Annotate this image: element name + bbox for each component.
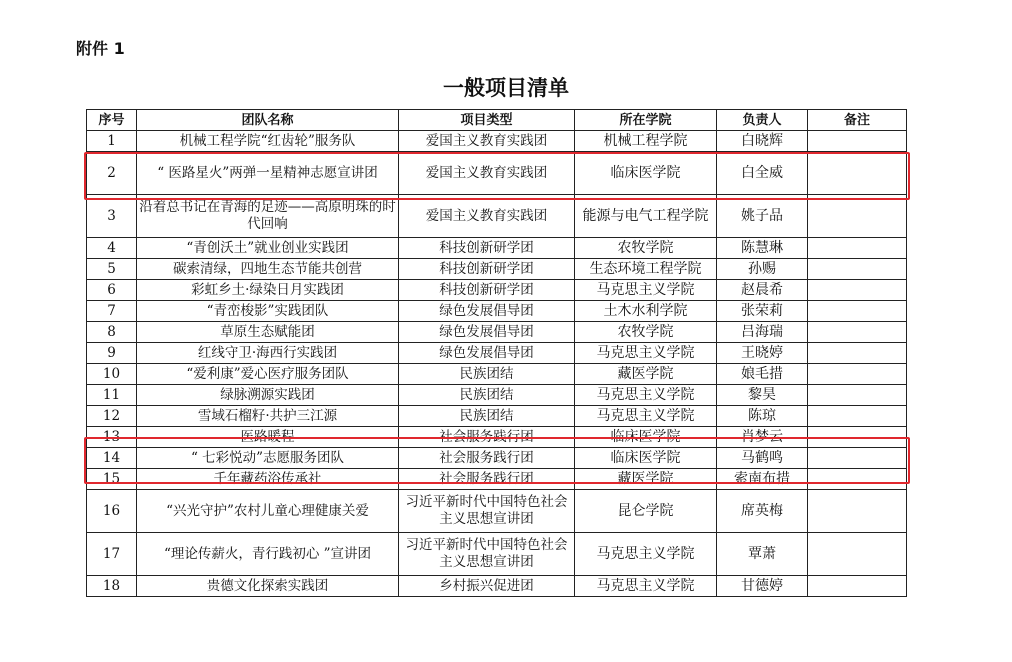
- cell-number: 9: [87, 343, 137, 364]
- cell-college: 农牧学院: [575, 322, 717, 343]
- cell-college: 农牧学院: [575, 238, 717, 259]
- cell-leader: 肖梦云: [717, 427, 808, 448]
- cell-team-name: 彩虹乡土·绿染日月实践团: [137, 280, 399, 301]
- cell-project-type: 爱国主义教育实践团: [399, 195, 575, 238]
- cell-team-name: “青峦梭影”实践团队: [137, 301, 399, 322]
- cell-note: [808, 385, 907, 406]
- cell-note: [808, 490, 907, 533]
- cell-number: 5: [87, 259, 137, 280]
- cell-leader: 吕海瑞: [717, 322, 808, 343]
- cell-project-type: 习近平新时代中国特色社会主义思想宣讲团: [399, 490, 575, 533]
- cell-college: 马克思主义学院: [575, 576, 717, 597]
- cell-number: 3: [87, 195, 137, 238]
- cell-leader: 黎昊: [717, 385, 808, 406]
- cell-project-type: 民族团结: [399, 364, 575, 385]
- table-row: [87, 427, 907, 448]
- cell-team-name: “理论传薪火，青行践初心 ”宣讲团: [137, 533, 399, 576]
- cell-leader: 姚子品: [717, 195, 808, 238]
- table-row: [87, 469, 907, 490]
- cell-note: [808, 364, 907, 385]
- cell-note: [808, 406, 907, 427]
- cell-project-type: 科技创新研学团: [399, 238, 575, 259]
- cell-team-name: “青创沃土”就业创业实践团: [137, 238, 399, 259]
- cell-note: [808, 533, 907, 576]
- cell-number: 17: [87, 533, 137, 576]
- cell-college: 机械工程学院: [575, 131, 717, 152]
- table-row: [87, 385, 907, 406]
- cell-number: 11: [87, 385, 137, 406]
- cell-leader: 覃萧: [717, 533, 808, 576]
- table-row: [87, 131, 907, 152]
- cell-note: [808, 469, 907, 490]
- cell-leader: 王晓婷: [717, 343, 808, 364]
- cell-college: 马克思主义学院: [575, 385, 717, 406]
- cell-project-type: 社会服务践行团: [399, 448, 575, 469]
- cell-leader: 赵晨希: [717, 280, 808, 301]
- cell-leader: 甘德婷: [717, 576, 808, 597]
- cell-team-name: 草原生态赋能团: [137, 322, 399, 343]
- header-number: 序号: [87, 110, 137, 131]
- cell-leader: 孙赐: [717, 259, 808, 280]
- table-row: [87, 322, 907, 343]
- table-row: [87, 576, 907, 597]
- cell-team-name: 沿着总书记在青海的足迹——高原明珠的时代回响: [137, 195, 399, 238]
- table-row: [87, 259, 907, 280]
- cell-leader: 陈琼: [717, 406, 808, 427]
- cell-note: [808, 301, 907, 322]
- header-note: 备注: [808, 110, 907, 131]
- cell-number: 16: [87, 490, 137, 533]
- cell-college: 藏医学院: [575, 469, 717, 490]
- cell-team-name: “爱利康”爱心医疗服务团队: [137, 364, 399, 385]
- cell-leader: 白晓辉: [717, 131, 808, 152]
- cell-college: 马克思主义学院: [575, 533, 717, 576]
- cell-college: 临床医学院: [575, 152, 717, 195]
- cell-college: 昆仑学院: [575, 490, 717, 533]
- cell-team-name: “ 医路星火”两弹一星精神志愿宣讲团: [137, 152, 399, 195]
- cell-team-name: 碳索清绿，四地生态节能共创营: [137, 259, 399, 280]
- cell-number: 14: [87, 448, 137, 469]
- cell-college: 临床医学院: [575, 427, 717, 448]
- cell-note: [808, 427, 907, 448]
- cell-note: [808, 343, 907, 364]
- cell-college: 马克思主义学院: [575, 343, 717, 364]
- cell-number: 8: [87, 322, 137, 343]
- header-project-type: 项目类型: [399, 110, 575, 131]
- cell-team-name: 雪域石榴籽·共护三江源: [137, 406, 399, 427]
- cell-number: 6: [87, 280, 137, 301]
- cell-project-type: 社会服务践行团: [399, 469, 575, 490]
- table-row: [87, 195, 907, 238]
- table-row: [87, 343, 907, 364]
- cell-college: 马克思主义学院: [575, 406, 717, 427]
- cell-project-type: 科技创新研学团: [399, 280, 575, 301]
- cell-leader: 索南布措: [717, 469, 808, 490]
- header-team-name: 团队名称: [137, 110, 399, 131]
- cell-project-type: 习近平新时代中国特色社会主义思想宣讲团: [399, 533, 575, 576]
- cell-leader: 张荣莉: [717, 301, 808, 322]
- cell-number: 18: [87, 576, 137, 597]
- cell-number: 4: [87, 238, 137, 259]
- cell-leader: 娘毛措: [717, 364, 808, 385]
- cell-project-type: 科技创新研学团: [399, 259, 575, 280]
- cell-college: 生态环境工程学院: [575, 259, 717, 280]
- table-row: [87, 280, 907, 301]
- document-title: 一般项目清单: [443, 75, 569, 100]
- cell-project-type: 爱国主义教育实践团: [399, 152, 575, 195]
- cell-note: [808, 280, 907, 301]
- cell-team-name: “ 七彩悦动”志愿服务团队: [137, 448, 399, 469]
- cell-note: [808, 238, 907, 259]
- attachment-label: 附件 1: [76, 39, 125, 58]
- cell-project-type: 民族团结: [399, 406, 575, 427]
- table-row: [87, 152, 907, 195]
- cell-number: 2: [87, 152, 137, 195]
- cell-note: [808, 322, 907, 343]
- cell-leader: 马鹤鸣: [717, 448, 808, 469]
- cell-note: [808, 152, 907, 195]
- cell-college: 能源与电气工程学院: [575, 195, 717, 238]
- cell-project-type: 绿色发展倡导团: [399, 322, 575, 343]
- cell-note: [808, 195, 907, 238]
- table-row: [87, 301, 907, 322]
- table-header-row: [87, 110, 907, 131]
- cell-college: 马克思主义学院: [575, 280, 717, 301]
- cell-team-name: 贵德文化探索实践团: [137, 576, 399, 597]
- cell-college: 临床医学院: [575, 448, 717, 469]
- cell-note: [808, 131, 907, 152]
- table-row: [87, 238, 907, 259]
- cell-college: 藏医学院: [575, 364, 717, 385]
- table-row: [87, 448, 907, 469]
- cell-team-name: 红线守卫·海西行实践团: [137, 343, 399, 364]
- cell-note: [808, 259, 907, 280]
- table-row: [87, 533, 907, 576]
- cell-college: 土木水利学院: [575, 301, 717, 322]
- cell-number: 1: [87, 131, 137, 152]
- cell-leader: 席英梅: [717, 490, 808, 533]
- cell-number: 10: [87, 364, 137, 385]
- cell-team-name: 绿脉溯源实践团: [137, 385, 399, 406]
- cell-team-name: “兴光守护”农村儿童心理健康关爱: [137, 490, 399, 533]
- header-college: 所在学院: [575, 110, 717, 131]
- cell-leader: 陈慧琳: [717, 238, 808, 259]
- cell-number: 7: [87, 301, 137, 322]
- cell-team-name: 千年藏药浴传承社: [137, 469, 399, 490]
- table-row: [87, 490, 907, 533]
- cell-note: [808, 448, 907, 469]
- cell-project-type: 绿色发展倡导团: [399, 301, 575, 322]
- cell-number: 13: [87, 427, 137, 448]
- cell-leader: 白全威: [717, 152, 808, 195]
- cell-team-name: 医路暖程: [137, 427, 399, 448]
- cell-project-type: 社会服务践行团: [399, 427, 575, 448]
- cell-team-name: 机械工程学院“红齿轮”服务队: [137, 131, 399, 152]
- cell-project-type: 乡村振兴促进团: [399, 576, 575, 597]
- project-table: [86, 109, 907, 597]
- table-row: [87, 406, 907, 427]
- cell-number: 15: [87, 469, 137, 490]
- cell-project-type: 绿色发展倡导团: [399, 343, 575, 364]
- table-row: [87, 364, 907, 385]
- header-leader: 负责人: [717, 110, 808, 131]
- cell-note: [808, 576, 907, 597]
- cell-project-type: 爱国主义教育实践团: [399, 131, 575, 152]
- cell-project-type: 民族团结: [399, 385, 575, 406]
- cell-number: 12: [87, 406, 137, 427]
